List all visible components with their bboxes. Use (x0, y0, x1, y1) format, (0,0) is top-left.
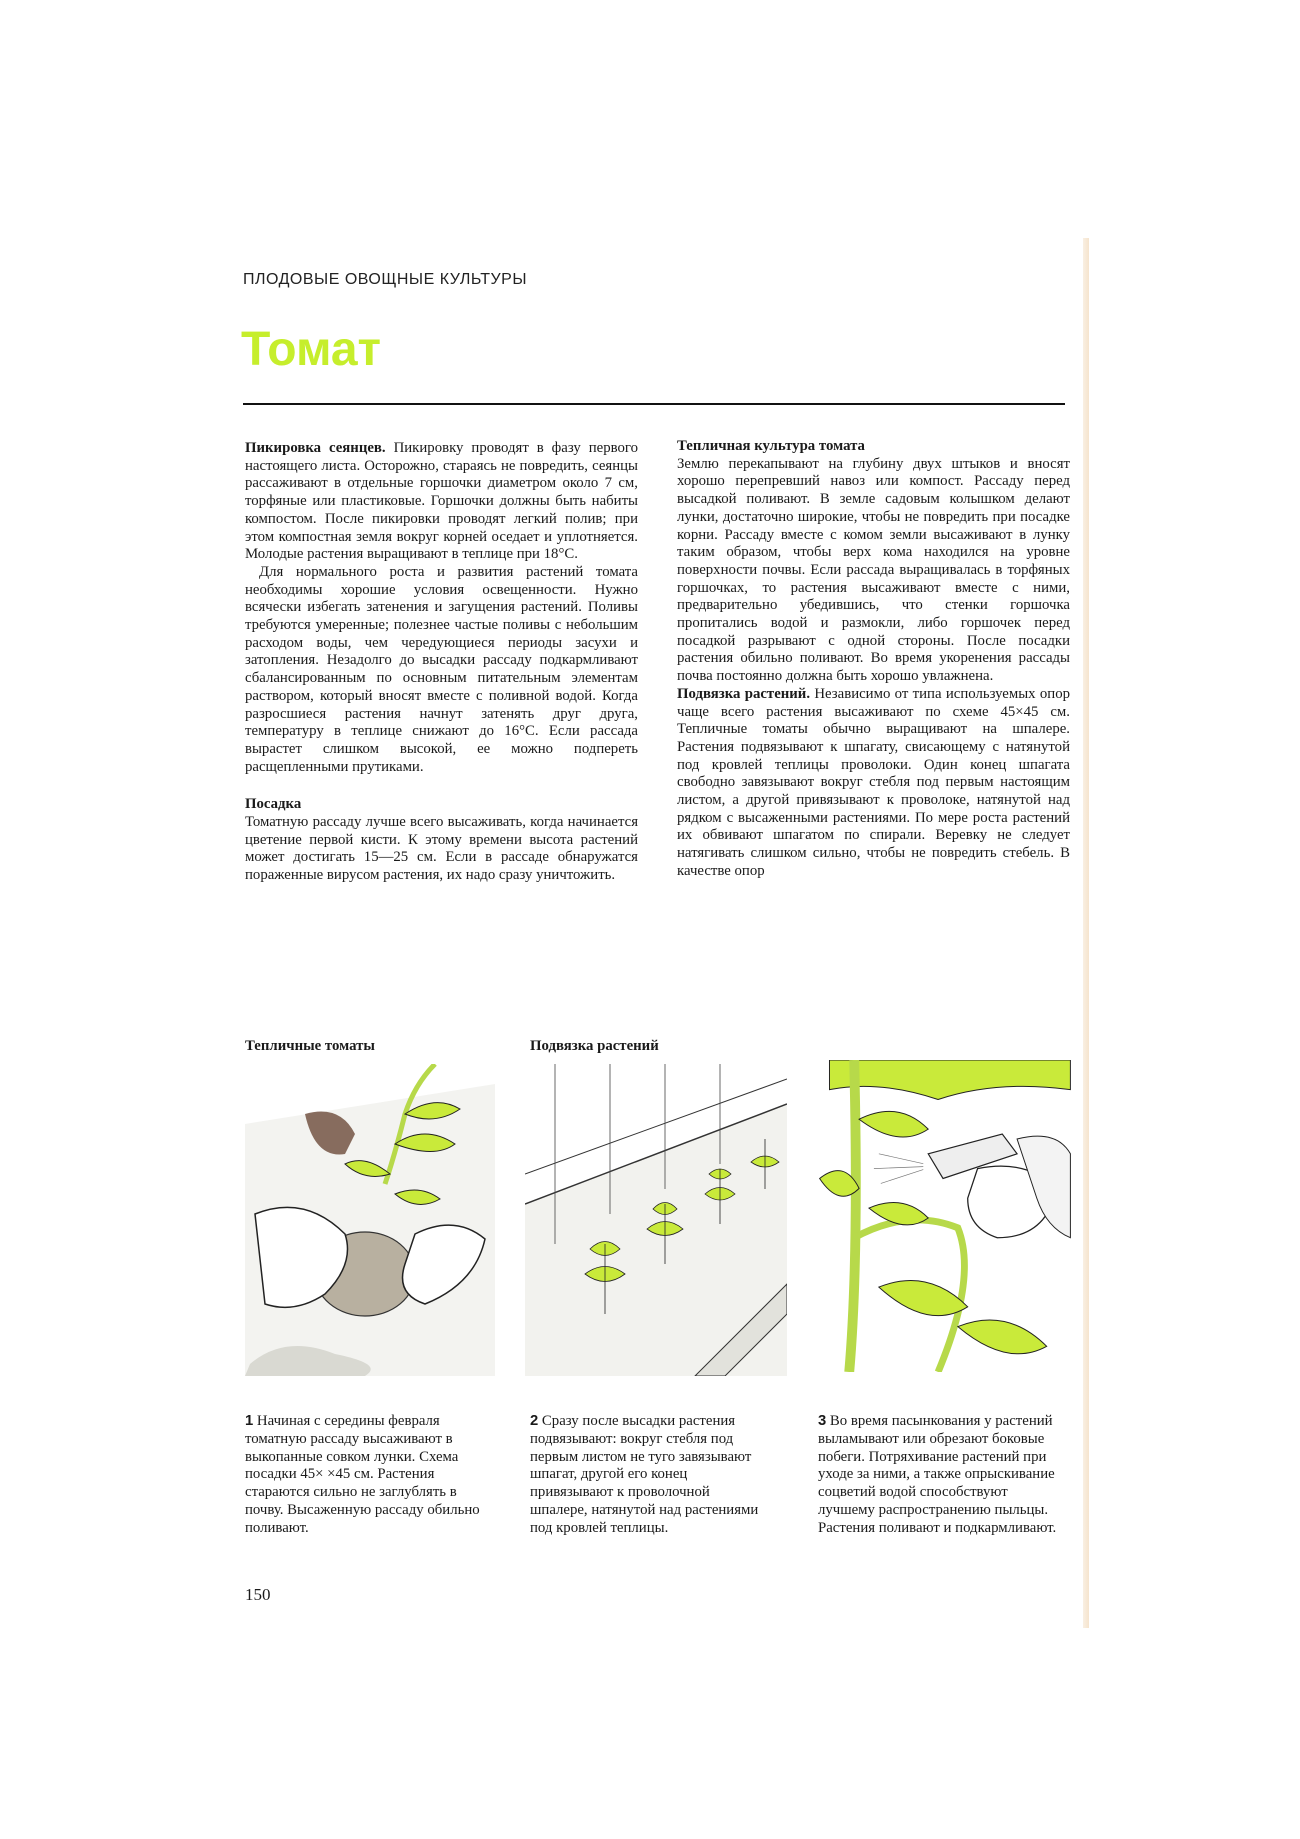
caption-figure-3 (818, 1413, 1060, 1538)
heading-posadka: Посадка (245, 796, 302, 813)
paragraph-teplichnaya: Землю перекапывают на глубину двух штыков и вносят хорошо перепревший навоз или компост. Рассаду перед высадкой поливают. В земле садовым колышком делают лунки, достаточно широкие, чтобы не повредить при посадке корни. Рассаду вместе с комом земли высаживают в лунку таким образом, чтобы верх кома находился на уровне поверхности почвы. Если рассада выращивалась в торфяных горшочках, то растения высаживают вместе с ними, предварительно убедившись, что стенки горшочка пропитались водой и размокли, либо горшочек перед посадкой разрывают с одной стороны. После посадки растения обильно поливают. Во время укоренения рассады почва постоянно должна быть хорошо увлажнена. (677, 455, 1070, 685)
caption-number-3: 3 (818, 1413, 827, 1429)
text-pikirovka: Пикировку проводят в фазу первого настоящего листа. Осторожно, стараясь не повредить, сеянцы рассаживают в отдельные горшочки диаметром около 7 см, торфяные или пластиковые. Горшочки должны быть набиты компостом. После пикировки проводят легкий полив; при этом компостная земля вокруг корней оседает и уплотняется. Молодые растения выращивают в теплице при 18°С. (245, 440, 638, 563)
illustration-greenhouse-rows (525, 1064, 787, 1376)
figure-heading-podvyazka: Подвязка растений (530, 1038, 659, 1054)
illustration-planting-seedling (245, 1064, 495, 1376)
caption-number-1: 1 (245, 1413, 254, 1429)
caption-text-2: Сразу после высадки растения подвязывают: вокруг стебля под первым листом не туго завязывают шпагат, другой его конец привязывают к проволочной шпалере, натянутой над растениями под кровлей теплицы. (530, 1413, 759, 1536)
page-edge-tint (1083, 238, 1089, 1628)
heading-teplichnaya: Тепличная культура томата (677, 438, 865, 454)
text-column-right (677, 438, 1070, 881)
title-rule (243, 403, 1065, 405)
paragraph-podvyazka (677, 686, 1070, 881)
caption-figure-2 (530, 1413, 766, 1538)
caption-figure-1 (245, 1413, 481, 1538)
caption-text-3: Во время пасынкования у растений выламывают или обрезают боковые побеги. Потряхивание растений при уходе за ними, а также опрыскивание соцветий водой способствуют лучшему распространению пыльцы. Растения поливают и подкармливают. (818, 1413, 1057, 1536)
lead-pikirovka: Пикировка сеянцев. (245, 440, 386, 456)
text-column-left (245, 440, 638, 885)
figure-heading-teplichnye: Тепличные томаты (245, 1038, 375, 1054)
caption-number-2: 2 (530, 1413, 539, 1429)
page-number: 150 (245, 1585, 271, 1604)
paragraph-posadka: Томатную рассаду лучше всего высаживать, когда начинается цветение первой кисти. К этому времени высота растений может достигать 15—25 см. Если в рассаде обнаружатся пораженные вирусом растения, их надо сразу уничтожить. (245, 814, 638, 884)
section-label: ПЛОДОВЫЕ ОВОЩНЫЕ КУЛЬТУРЫ (243, 271, 527, 288)
caption-text-1: Начиная с середины февраля томатную рассаду высаживают в выкопанные совком лунки. Схема посадки 45× ×45 см. Растения стараются сильно не заглублять в почву. Высаженную рассаду обильно поливают. (245, 1413, 480, 1536)
page-title: Томат (241, 323, 382, 376)
lead-podvyazka: Подвязка растений. (677, 685, 811, 702)
paragraph-pikirovka (245, 440, 638, 564)
illustration-spraying-plant (818, 1060, 1072, 1372)
text-podvyazka: Независимо от типа используемых опор чаще всего растения высаживают по схеме 45×45 см. Тепличные томаты обычно выращивают на шпалере. Растения подвязывают к шпагату, свисающему с натянутой под кровлей теплицы проволоки. Один конец шпагата свободно завязывают вокруг стебля под первым настоящим листом, а другой привязывают к проволоке, натянутой над рядком с высаженными растениями. По мере роста растений их обвивают шпагатом по спирали. Веревку не следует натягивать слишком сильно, чтобы не повредить стебель. В качестве опор (677, 685, 1071, 879)
paragraph-growth: Для нормального роста и развития растений томата необходимы хорошие условия освещенности. Нужно всячески избегать затенения и загущения растений. Поливы требуются умеренные; полезнее частые поливы с небольшим расходом воды, чем чередующиеся периоды засухи и затопления. Незадолго до высадки рассаду подкармливают сбалансированным по основным питательным элементам раствором, который вносят вместе с поливной водой. Когда разросшиеся растения начнут затенять друг друга, температуру в теплице снижают до 16°С. Если рассада вырастет слишком высокой, ее можно подпереть расщепленными прутиками. (245, 563, 638, 775)
